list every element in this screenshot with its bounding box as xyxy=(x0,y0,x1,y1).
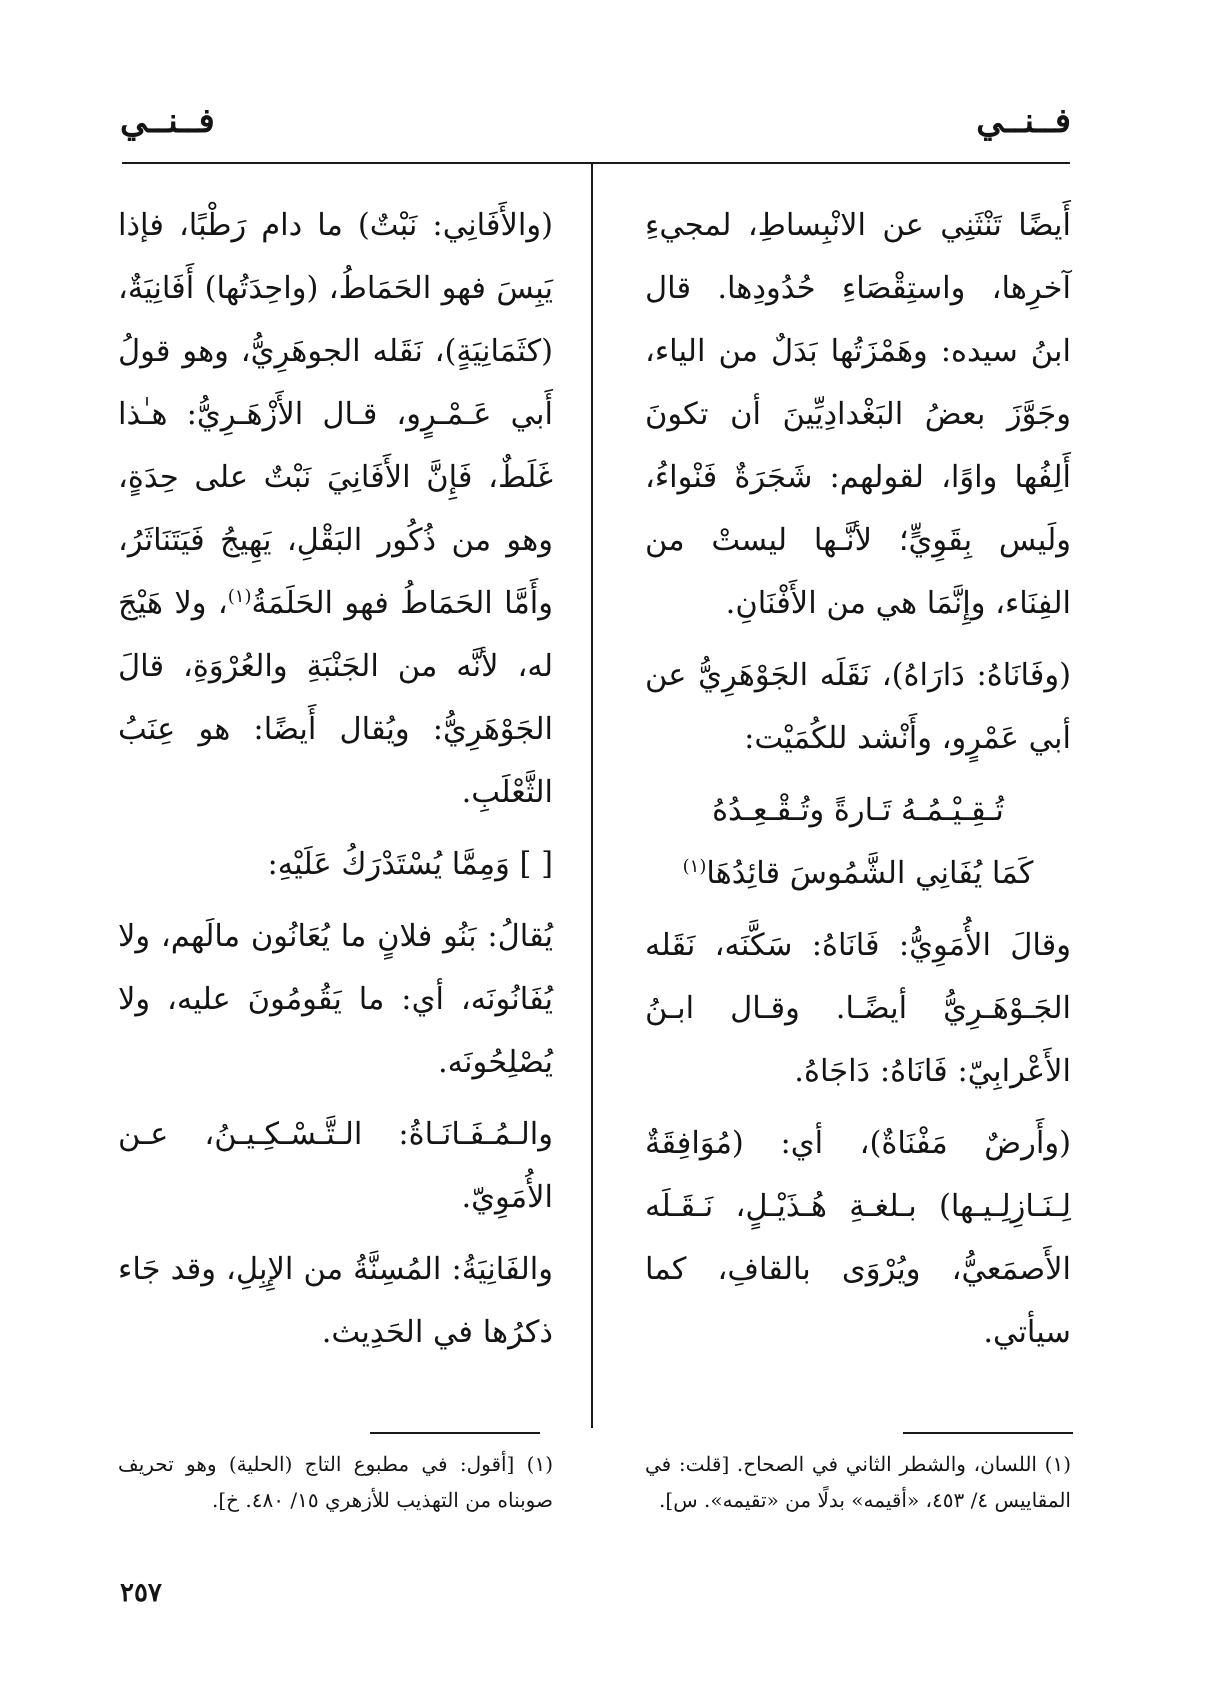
left-paragraph-5: والفَانِيَةُ: المُسِنَّةُ من الإِبِلِ، وقد جَاء ذكرُها في الحَدِيث. xyxy=(118,1252,553,1350)
running-head-right: فــنــي xyxy=(976,101,1071,141)
footnote-mark: (١) xyxy=(682,855,707,877)
column-divider xyxy=(591,163,593,1428)
right-paragraph-3: وقالَ الأُمَوِيُّ: فَانَاهُ: سَكَّنَه، نَقَله الجَـوْهَـرِيُّ أيضًـا. وقـال ابـنُ الأَعْرابِيّ: فَانَاهُ: دَاجَاهُ. xyxy=(645,928,1071,1089)
verse-line-2-text: كَمَا يُفَانِي الشَّمُوسَ قائِدُهَا xyxy=(706,856,1034,891)
right-paragraph-4: (وأَرضٌ مَفْنَاةٌ)، أي: (مُوَافِقَةٌ لِـنَـازِلِـيـها) بـلغـةِ هُـذَيْـلٍ، نَـقَـلَه الأَصمَعيُّ، ويُرْوَى بالقافِ، كما سيأتي. xyxy=(645,1126,1071,1350)
left-paragraph-3: يُقالُ: بَنُو فلانٍ ما يُعَانُون مالَهم، ولا يُفَانُونَه، أي: ما يَقُومُونَ عليه، ولا يُصْلِحُونَه. xyxy=(118,919,553,1080)
verse-line-2 xyxy=(645,842,1071,905)
footnote-rule-right xyxy=(903,1432,1073,1434)
footnote-mark: (١) xyxy=(227,585,252,607)
running-head-left: فــنــي xyxy=(120,101,215,141)
right-paragraph-1: أَيضًا تَنْثَنِي عن الانْبِساطِ، لمجيءِ آخرِها، واستِقْصَاءِ حُدُودِها. قال ابنُ سيده: وهَمْزَتُها بَدَلٌ من الياء، وجَوَّزَ بعضُ البَغْدادِيِّينَ أن تكونَ أَلِفُها واوًا، لقولهم: شَجَرَةٌ فَنْواءُ، ولَيس بِقَوِيٍّ؛ لأنَّـها ليستْ من الفِنَاء، وإِنَّمَا هي من الأَفْنَانِ. xyxy=(645,208,1071,621)
page-number: ٢٥٧ xyxy=(120,1578,162,1608)
left-paragraph-1 xyxy=(118,194,553,824)
right-paragraph-2: (وفَانَاهُ: دَارَاهُ)، نَقَلَه الجَوْهَرِيُّ عن أبي عَمْرٍو، وأَنْشد للكُمَيْت: xyxy=(645,658,1071,756)
right-column xyxy=(645,194,1071,1373)
header-rule xyxy=(122,162,1070,164)
footnote-left: (١) [أقول: في مطبوع التاج (الحلية) وهو تحريف صوبناه من التهذيب للأزهري ١٥/ ٤٨٠. خ]. xyxy=(118,1452,553,1512)
footnote-right: (١) اللسان، والشطر الثاني في الصحاح. [قلت: في المقاييس ٤/ ٤٥٣، «أقيمه» بدلًا من «تقيمه». س]. xyxy=(645,1452,1071,1512)
verse-line-1: تُـقِـيْـمُـهُ تَـارةً وتُـقْـعِـدُهُ xyxy=(712,793,1004,828)
left-paragraph-2: [ ] وَمِمَّا يُسْتَدْرَكُ عَلَيْهِ: xyxy=(267,847,553,882)
left-paragraph-1-text-a: (والأَفَانِي: نَبْتٌ) ما دام رَطْبًا، فإذا يَبِسَ فهو الحَمَاطُ، (واحِدَتُها) أَفَانِيَةٌ، (كثَمَانِيَةٍ)، نَقَله الجوهَرِيُّ، وهو قولُ أَبي عَـمْـرٍو، قـال الأَزْهَـرِيُّ: هـٰذا غَلَطٌ، فَإِنَّ الأَفَانِيَ نَبْتٌ على حِدَةٍ، وهو من ذُكُور البَقْلِ، يَهِيجُ فَيَتَنَاثَرُ، وأَمَّا الحَمَاطُ فهو الحَلَمَةُ xyxy=(118,208,553,621)
left-column xyxy=(118,194,553,1373)
left-paragraph-1-text-b: ، ولا هَيْجَ له، لأنَّه من الجَنْبَةِ والعُرْوَةِ، قالَ الجَوْهَرِيُّ: ويُقال أَيضًا: هو عِنَبُ الثَّعْلَبِ. xyxy=(118,586,553,810)
footnote-rule-left xyxy=(370,1432,540,1434)
left-paragraph-4: والـمُـفَـانَـاةُ: الـتَّـسْـكِـيـنُ، عـن الأُمَوِيّ. xyxy=(118,1117,553,1215)
